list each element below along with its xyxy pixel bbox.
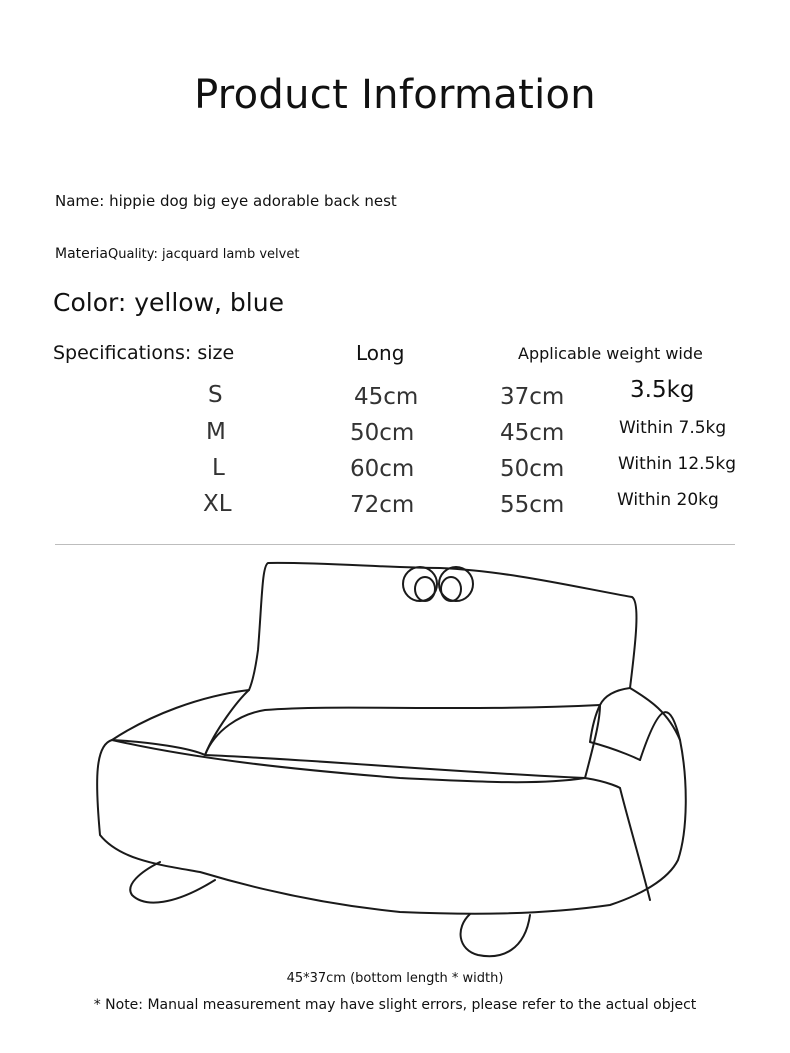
wide-cell: 37cm (500, 384, 565, 410)
long-cell: 72cm (350, 492, 415, 518)
long-cell: 45cm (354, 384, 419, 410)
wide-cell: 55cm (500, 492, 565, 518)
bed-side-seam (620, 788, 650, 900)
long-cell: 50cm (350, 420, 415, 446)
wide-cell: 50cm (500, 456, 565, 482)
weight-cell: Within 7.5kg (619, 418, 727, 438)
long-cell: 60cm (350, 456, 415, 482)
bed-right-seam (640, 712, 680, 760)
eye-left-icon (403, 567, 437, 601)
long-header: Long (356, 341, 405, 365)
bed-leg-right (461, 914, 530, 956)
pet-bed-illustration (0, 550, 790, 970)
specifications-label: Specifications: size (53, 342, 235, 364)
size-cell: L (212, 455, 225, 481)
weight-cell: Within 20kg (617, 490, 719, 510)
size-cell: M (206, 419, 226, 445)
product-color: Color: yellow, blue (53, 288, 284, 317)
material-prefix: Materia (55, 246, 108, 262)
divider (55, 544, 735, 545)
page-title: Product Information (194, 72, 596, 118)
figure-caption: 45*37cm (bottom length * width) (286, 971, 504, 986)
size-cell: XL (203, 491, 232, 517)
size-cell: S (208, 382, 223, 408)
wide-cell: 45cm (500, 420, 565, 446)
weight-cell: 3.5kg (630, 377, 695, 403)
weight-cell: Within 12.5kg (618, 454, 736, 474)
material-text: Quality: jacquard lamb velvet (108, 247, 300, 262)
eye-right-icon (439, 567, 473, 601)
product-material (55, 246, 299, 262)
product-name: Name: hippie dog big eye adorable back nest (55, 192, 397, 210)
bed-cushion (205, 705, 600, 778)
weight-header: Applicable weight wide (518, 344, 703, 363)
measurement-note: * Note: Manual measurement may have slight errors, please refer to the actual object (93, 997, 697, 1013)
